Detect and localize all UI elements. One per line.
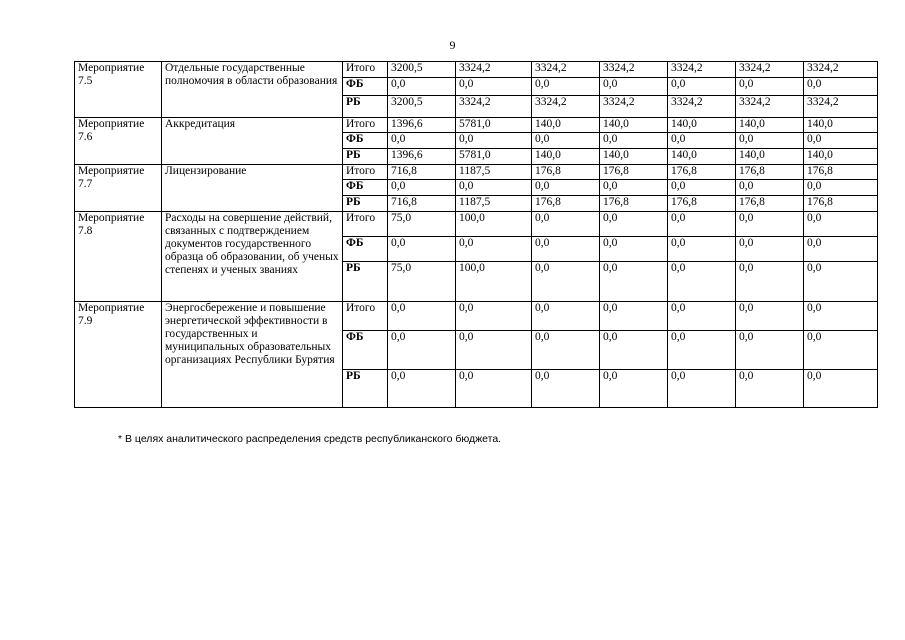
value-cell: 0,0	[600, 302, 668, 331]
value-cell: 0,0	[668, 370, 736, 408]
value-cell: 3200,5	[388, 96, 456, 118]
value-cell: 0,0	[456, 237, 532, 262]
value-cell: 0,0	[532, 370, 600, 408]
value-cell: 140,0	[600, 149, 668, 165]
value-cell: 1187,5	[456, 165, 532, 180]
value-cell: 716,8	[388, 165, 456, 180]
value-cell: 0,0	[668, 133, 736, 149]
funding-source-label: Итого	[343, 165, 388, 180]
value-cell: 0,0	[736, 262, 804, 302]
value-cell: 0,0	[532, 133, 600, 149]
budget-table	[74, 61, 878, 408]
value-cell: 0,0	[668, 180, 736, 196]
value-cell: 1396,6	[388, 118, 456, 133]
value-cell: 0,0	[532, 180, 600, 196]
value-cell: 0,0	[388, 78, 456, 96]
value-cell: 0,0	[736, 78, 804, 96]
value-cell: 0,0	[736, 212, 804, 237]
value-cell: 0,0	[532, 78, 600, 96]
value-cell: 0,0	[600, 212, 668, 237]
value-cell: 140,0	[532, 118, 600, 133]
value-cell: 176,8	[804, 196, 878, 212]
event-number: Мероприятие 7.5	[75, 62, 162, 118]
value-cell: 0,0	[600, 262, 668, 302]
value-cell: 0,0	[600, 180, 668, 196]
value-cell: 176,8	[804, 165, 878, 180]
value-cell: 3324,2	[600, 62, 668, 78]
value-cell: 0,0	[532, 331, 600, 370]
value-cell: 5781,0	[456, 149, 532, 165]
value-cell: 176,8	[668, 165, 736, 180]
value-cell: 0,0	[668, 78, 736, 96]
event-name: Лицензирование	[162, 165, 343, 212]
value-cell: 75,0	[388, 262, 456, 302]
event-number: Мероприятие 7.9	[75, 302, 162, 408]
value-cell: 3324,2	[532, 62, 600, 78]
value-cell: 0,0	[388, 331, 456, 370]
funding-source-label: ФБ	[343, 180, 388, 196]
funding-source-label: РБ	[343, 149, 388, 165]
value-cell: 3324,2	[456, 96, 532, 118]
value-cell: 0,0	[388, 237, 456, 262]
value-cell: 3324,2	[736, 96, 804, 118]
funding-source-label: Итого	[343, 212, 388, 237]
value-cell: 0,0	[532, 302, 600, 331]
table-row	[75, 165, 878, 180]
value-cell: 0,0	[804, 78, 878, 96]
value-cell: 140,0	[736, 149, 804, 165]
value-cell: 140,0	[804, 118, 878, 133]
value-cell: 0,0	[804, 212, 878, 237]
value-cell: 140,0	[804, 149, 878, 165]
table-row	[75, 62, 878, 78]
value-cell: 0,0	[804, 262, 878, 302]
value-cell: 0,0	[600, 237, 668, 262]
value-cell: 0,0	[736, 370, 804, 408]
budget-table-body	[75, 62, 878, 408]
value-cell: 1396,6	[388, 149, 456, 165]
value-cell: 0,0	[668, 302, 736, 331]
funding-source-label: ФБ	[343, 78, 388, 96]
value-cell: 140,0	[668, 118, 736, 133]
event-name: Расходы на совершение действий, связанных с подтверждением документов государственного образца об образовании, об ученых степенях и ученых званиях	[162, 212, 343, 302]
event-name: Отдельные государственные полномочия в области образования	[162, 62, 343, 118]
value-cell: 0,0	[532, 262, 600, 302]
value-cell: 0,0	[456, 180, 532, 196]
value-cell: 0,0	[736, 302, 804, 331]
value-cell: 3324,2	[804, 96, 878, 118]
value-cell: 0,0	[668, 262, 736, 302]
value-cell: 176,8	[736, 196, 804, 212]
value-cell: 0,0	[600, 331, 668, 370]
value-cell: 0,0	[736, 180, 804, 196]
table-row	[75, 118, 878, 133]
value-cell: 0,0	[600, 370, 668, 408]
value-cell: 0,0	[600, 133, 668, 149]
value-cell: 3324,2	[532, 96, 600, 118]
value-cell: 176,8	[600, 196, 668, 212]
value-cell: 3324,2	[736, 62, 804, 78]
value-cell: 0,0	[736, 331, 804, 370]
value-cell: 0,0	[456, 78, 532, 96]
value-cell: 100,0	[456, 212, 532, 237]
value-cell: 0,0	[804, 370, 878, 408]
value-cell: 140,0	[736, 118, 804, 133]
value-cell: 0,0	[668, 212, 736, 237]
value-cell: 0,0	[804, 237, 878, 262]
value-cell: 176,8	[600, 165, 668, 180]
funding-source-label: ФБ	[343, 133, 388, 149]
value-cell: 0,0	[456, 370, 532, 408]
value-cell: 176,8	[532, 165, 600, 180]
value-cell: 140,0	[532, 149, 600, 165]
funding-source-label: РБ	[343, 196, 388, 212]
value-cell: 3324,2	[804, 62, 878, 78]
funding-source-label: Итого	[343, 302, 388, 331]
value-cell: 5781,0	[456, 118, 532, 133]
event-name: Энергосбережение и повышение энергетической эффективности в государственных и муниципальных образовательных организациях Республики Бурятия	[162, 302, 343, 408]
value-cell: 716,8	[388, 196, 456, 212]
value-cell: 3324,2	[456, 62, 532, 78]
value-cell: 176,8	[668, 196, 736, 212]
value-cell: 0,0	[804, 302, 878, 331]
event-name: Аккредитация	[162, 118, 343, 165]
value-cell: 3324,2	[600, 96, 668, 118]
table-row	[75, 212, 878, 237]
funding-source-label: Итого	[343, 62, 388, 78]
event-number: Мероприятие 7.7	[75, 165, 162, 212]
value-cell: 0,0	[388, 133, 456, 149]
value-cell: 0,0	[736, 133, 804, 149]
value-cell: 0,0	[736, 237, 804, 262]
value-cell: 0,0	[456, 331, 532, 370]
value-cell: 3324,2	[668, 62, 736, 78]
value-cell: 0,0	[804, 180, 878, 196]
value-cell: 140,0	[600, 118, 668, 133]
value-cell: 100,0	[456, 262, 532, 302]
funding-source-label: РБ	[343, 262, 388, 302]
value-cell: 0,0	[456, 302, 532, 331]
funding-source-label: ФБ	[343, 331, 388, 370]
value-cell: 176,8	[736, 165, 804, 180]
value-cell: 75,0	[388, 212, 456, 237]
value-cell: 3200,5	[388, 62, 456, 78]
value-cell: 0,0	[456, 133, 532, 149]
table-row	[75, 302, 878, 331]
funding-source-label: ФБ	[343, 237, 388, 262]
value-cell: 0,0	[804, 331, 878, 370]
funding-source-label: РБ	[343, 370, 388, 408]
page-number: 9	[449, 38, 456, 52]
value-cell: 0,0	[600, 78, 668, 96]
event-number: Мероприятие 7.6	[75, 118, 162, 165]
event-number: Мероприятие 7.8	[75, 212, 162, 302]
value-cell: 1187,5	[456, 196, 532, 212]
value-cell: 176,8	[532, 196, 600, 212]
value-cell: 140,0	[668, 149, 736, 165]
value-cell: 0,0	[668, 331, 736, 370]
value-cell: 0,0	[532, 212, 600, 237]
value-cell: 0,0	[388, 370, 456, 408]
footnote: * В целях аналитического распределения средств республиканского бюджета.	[118, 433, 502, 445]
funding-source-label: РБ	[343, 96, 388, 118]
funding-source-label: Итого	[343, 118, 388, 133]
value-cell: 0,0	[388, 302, 456, 331]
value-cell: 0,0	[532, 237, 600, 262]
value-cell: 0,0	[804, 133, 878, 149]
value-cell: 0,0	[388, 180, 456, 196]
value-cell: 3324,2	[668, 96, 736, 118]
value-cell: 0,0	[668, 237, 736, 262]
